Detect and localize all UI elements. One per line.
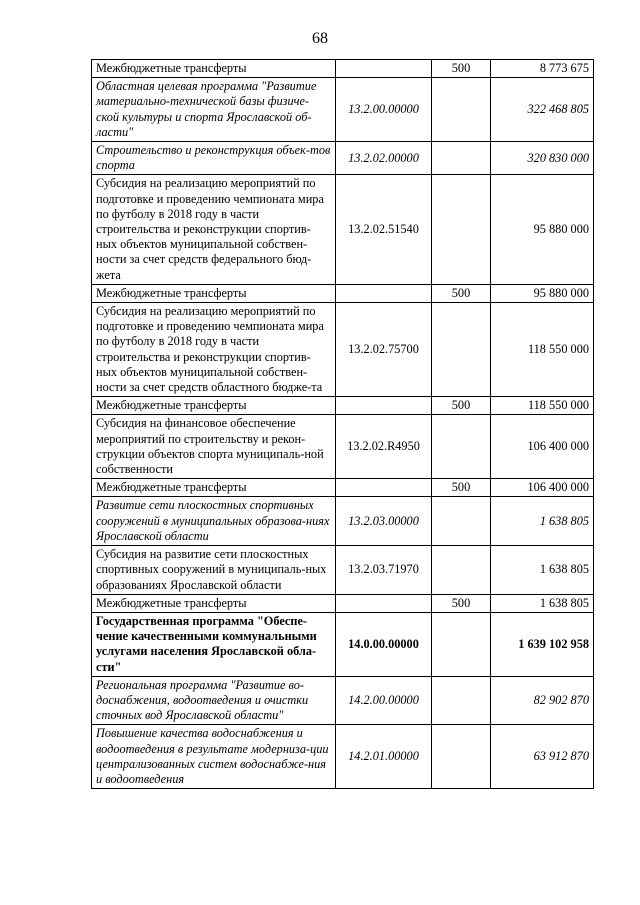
- row-amount: 82 902 870: [491, 676, 594, 725]
- table-row: [92, 725, 594, 789]
- row-code: 13.2.02.75700: [336, 303, 432, 397]
- table-row: [92, 60, 594, 78]
- row-amount: 106 400 000: [491, 479, 594, 497]
- row-amount: 1 639 102 958: [491, 612, 594, 676]
- row-expense-type: [432, 546, 491, 595]
- row-expense-type: [432, 497, 491, 546]
- row-code: [336, 397, 432, 415]
- row-expense-type: [432, 175, 491, 284]
- table-row: [92, 415, 594, 479]
- row-name: Субсидия на развитие сети плоскостных спортивных сооружений в муниципаль-ных образованиях Ярославской области: [92, 546, 336, 595]
- row-amount: 1 638 805: [491, 546, 594, 595]
- row-name: Региональная программа "Развитие во-доснабжения, водоотведения и очистки сточных вод Ярославской области": [92, 676, 336, 725]
- budget-table: [91, 59, 594, 789]
- row-amount: 118 550 000: [491, 397, 594, 415]
- row-expense-type: [432, 612, 491, 676]
- row-amount: 106 400 000: [491, 415, 594, 479]
- table-row: [92, 497, 594, 546]
- table-row: [92, 78, 594, 142]
- table-row: [92, 284, 594, 302]
- row-name: Областная целевая программа "Развитие материально-технической базы физиче-ской культуры и спорта Ярославской об-ласти": [92, 78, 336, 142]
- page-number: 68: [312, 30, 328, 47]
- row-name: Межбюджетные трансферты: [92, 60, 336, 78]
- row-amount: 63 912 870: [491, 725, 594, 789]
- row-name: Межбюджетные трансферты: [92, 397, 336, 415]
- row-code: 13.2.02.51540: [336, 175, 432, 284]
- row-code: [336, 284, 432, 302]
- table-row: [92, 594, 594, 612]
- row-code: 13.2.00.00000: [336, 78, 432, 142]
- row-amount: 322 468 805: [491, 78, 594, 142]
- row-amount: 1 638 805: [491, 497, 594, 546]
- row-name: Развитие сети плоскостных спортивных сооружений в муниципальных образова-ниях Ярославской области: [92, 497, 336, 546]
- row-code: 14.2.00.00000: [336, 676, 432, 725]
- table-row: [92, 479, 594, 497]
- row-expense-type: 500: [432, 479, 491, 497]
- row-name: Государственная программа "Обеспе-чение качественными коммунальными услугами населения Ярославской обла-сти": [92, 612, 336, 676]
- row-name: Межбюджетные трансферты: [92, 479, 336, 497]
- row-expense-type: [432, 415, 491, 479]
- row-name: Субсидия на реализацию мероприятий по подготовке и проведению чемпионата мира по футболу в 2018 году в части строительства и реконструкции спортив-ных объектов муниципальной собствен-ности за счет средств федерального бюд-жета: [92, 175, 336, 284]
- table-row: [92, 546, 594, 595]
- row-expense-type: [432, 78, 491, 142]
- row-code: 13.2.02.R4950: [336, 415, 432, 479]
- row-amount: 320 830 000: [491, 142, 594, 175]
- row-amount: 8 773 675: [491, 60, 594, 78]
- row-name: Субсидия на реализацию мероприятий по подготовке и проведению чемпионата мира по футболу в 2018 году в части строительства и реконструкции спортив-ных объектов муниципальной собствен-ности за счет средств областного бюдже-та: [92, 303, 336, 397]
- row-name: Строительство и реконструкция объек-тов спорта: [92, 142, 336, 175]
- row-code: 14.2.01.00000: [336, 725, 432, 789]
- row-code: 13.2.03.71970: [336, 546, 432, 595]
- row-name: Субсидия на финансовое обеспечение мероприятий по строительству и рекон-струкции объектов спорта муниципаль-ной собственности: [92, 415, 336, 479]
- row-code: [336, 60, 432, 78]
- row-expense-type: [432, 676, 491, 725]
- row-amount: 118 550 000: [491, 303, 594, 397]
- row-code: 13.2.03.00000: [336, 497, 432, 546]
- row-expense-type: 500: [432, 60, 491, 78]
- table-row: [92, 142, 594, 175]
- row-expense-type: [432, 142, 491, 175]
- table-row: [92, 676, 594, 725]
- table-row: [92, 303, 594, 397]
- row-name: Межбюджетные трансферты: [92, 284, 336, 302]
- row-amount: 95 880 000: [491, 175, 594, 284]
- row-expense-type: [432, 725, 491, 789]
- table-row: [92, 175, 594, 284]
- row-expense-type: 500: [432, 284, 491, 302]
- row-code: [336, 479, 432, 497]
- row-code: 14.0.00.00000: [336, 612, 432, 676]
- table-row: [92, 612, 594, 676]
- row-amount: 95 880 000: [491, 284, 594, 302]
- table-row: [92, 397, 594, 415]
- row-expense-type: [432, 303, 491, 397]
- row-amount: 1 638 805: [491, 594, 594, 612]
- row-expense-type: 500: [432, 594, 491, 612]
- row-name: Межбюджетные трансферты: [92, 594, 336, 612]
- row-code: 13.2.02.00000: [336, 142, 432, 175]
- row-name: Повышение качества водоснабжения и водоотведения в результате модерниза-ции централизованных систем водоснабже-ния и водоотведения: [92, 725, 336, 789]
- row-expense-type: 500: [432, 397, 491, 415]
- row-code: [336, 594, 432, 612]
